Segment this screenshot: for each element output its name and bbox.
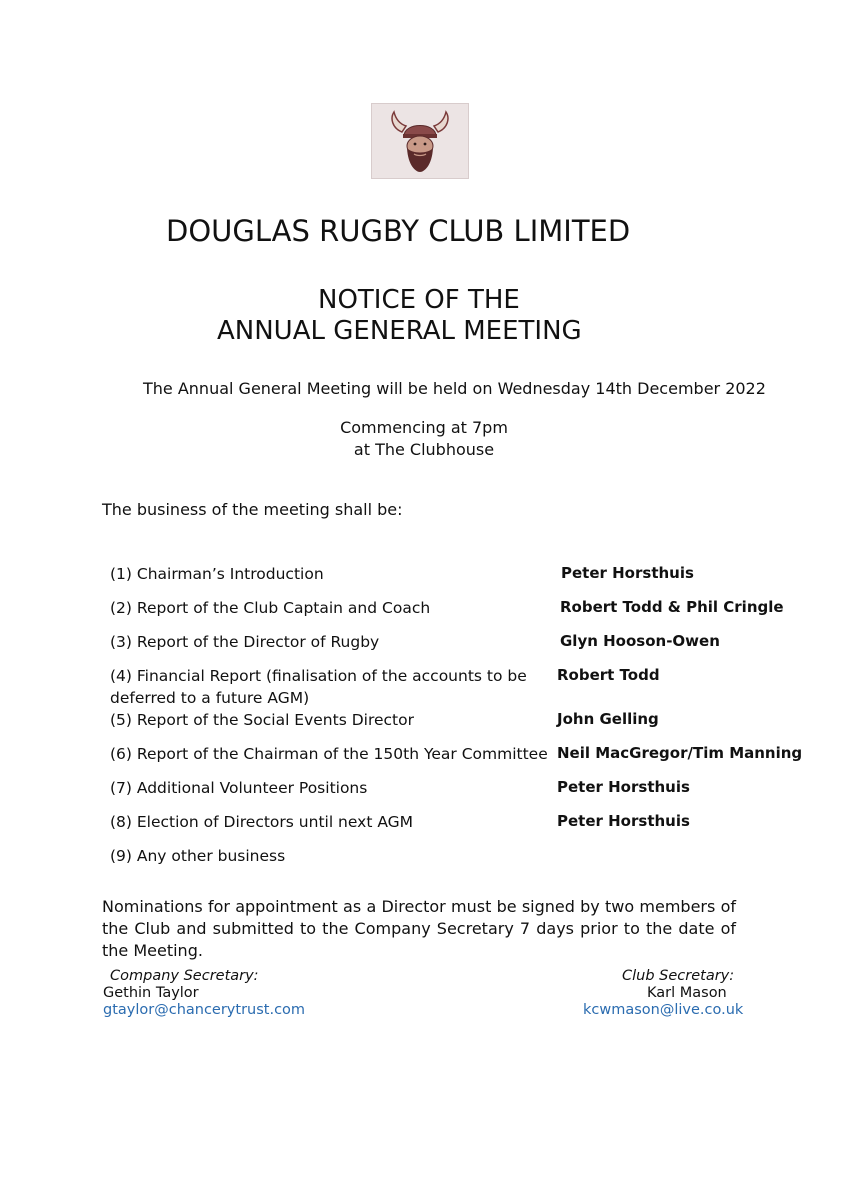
agenda-presenter: Glyn Hooson-Owen xyxy=(560,632,720,650)
agenda-presenter: Peter Horsthuis xyxy=(557,778,690,796)
agenda-presenter: Peter Horsthuis xyxy=(561,564,694,582)
agenda-presenter: John Gelling xyxy=(557,710,659,728)
agenda-item: (1) Chairman’s Introduction xyxy=(110,565,324,583)
agenda-item: (8) Election of Directors until next AGM xyxy=(110,813,414,831)
meeting-venue: at The Clubhouse xyxy=(353,440,495,459)
agenda-item: (7) Additional Volunteer Positions xyxy=(110,779,368,797)
agenda-presenter: Peter Horsthuis xyxy=(557,812,690,830)
company-secretary-role: Company Secretary: xyxy=(110,968,259,984)
agenda-presenter: Robert Todd & Phil Cringle xyxy=(560,598,784,616)
meeting-date: The Annual General Meeting will be held on Wednesday 14th December 2022 xyxy=(143,379,766,398)
agenda-item: (4) Financial Report (finalisation of the accounts to be xyxy=(110,667,527,685)
club-secretary-email-link[interactable]: kcwmason@live.co.uk xyxy=(583,1002,744,1018)
agenda-item-continued: deferred to a future AGM) xyxy=(110,689,310,707)
club-secretary-role: Club Secretary: xyxy=(622,968,735,984)
agenda-item: (2) Report of the Club Captain and Coach xyxy=(110,599,431,617)
agenda-presenter: Neil MacGregor/Tim Manning xyxy=(557,744,803,762)
agenda-presenter: Robert Todd xyxy=(557,666,660,684)
club-logo xyxy=(371,103,469,179)
nominations-paragraph: Nominations for appointment as a Director must be signed by two members of the Club and submitted to the Company Secretary 7 days prior to the date of the Meeting. xyxy=(102,897,736,960)
agenda-item: (5) Report of the Social Events Director xyxy=(110,711,414,729)
agenda-item: (9) Any other business xyxy=(110,847,286,865)
meeting-time: Commencing at 7pm xyxy=(340,418,508,437)
agenda-item: (3) Report of the Director of Rugby xyxy=(110,633,380,651)
agenda-item: (6) Report of the Chairman of the 150th Year Committee xyxy=(110,745,548,763)
club-secretary-name: Karl Mason xyxy=(647,985,727,1001)
company-secretary-name: Gethin Taylor xyxy=(103,985,199,1001)
notice-title-line2: ANNUAL GENERAL MEETING xyxy=(217,316,582,346)
business-intro: The business of the meeting shall be: xyxy=(102,500,403,519)
viking-head-icon xyxy=(372,104,468,178)
org-name: DOUGLAS RUGBY CLUB LIMITED xyxy=(166,214,631,248)
company-secretary-email-link[interactable]: gtaylor@chancerytrust.com xyxy=(103,1002,306,1018)
notice-title-line1: NOTICE OF THE xyxy=(318,285,520,315)
